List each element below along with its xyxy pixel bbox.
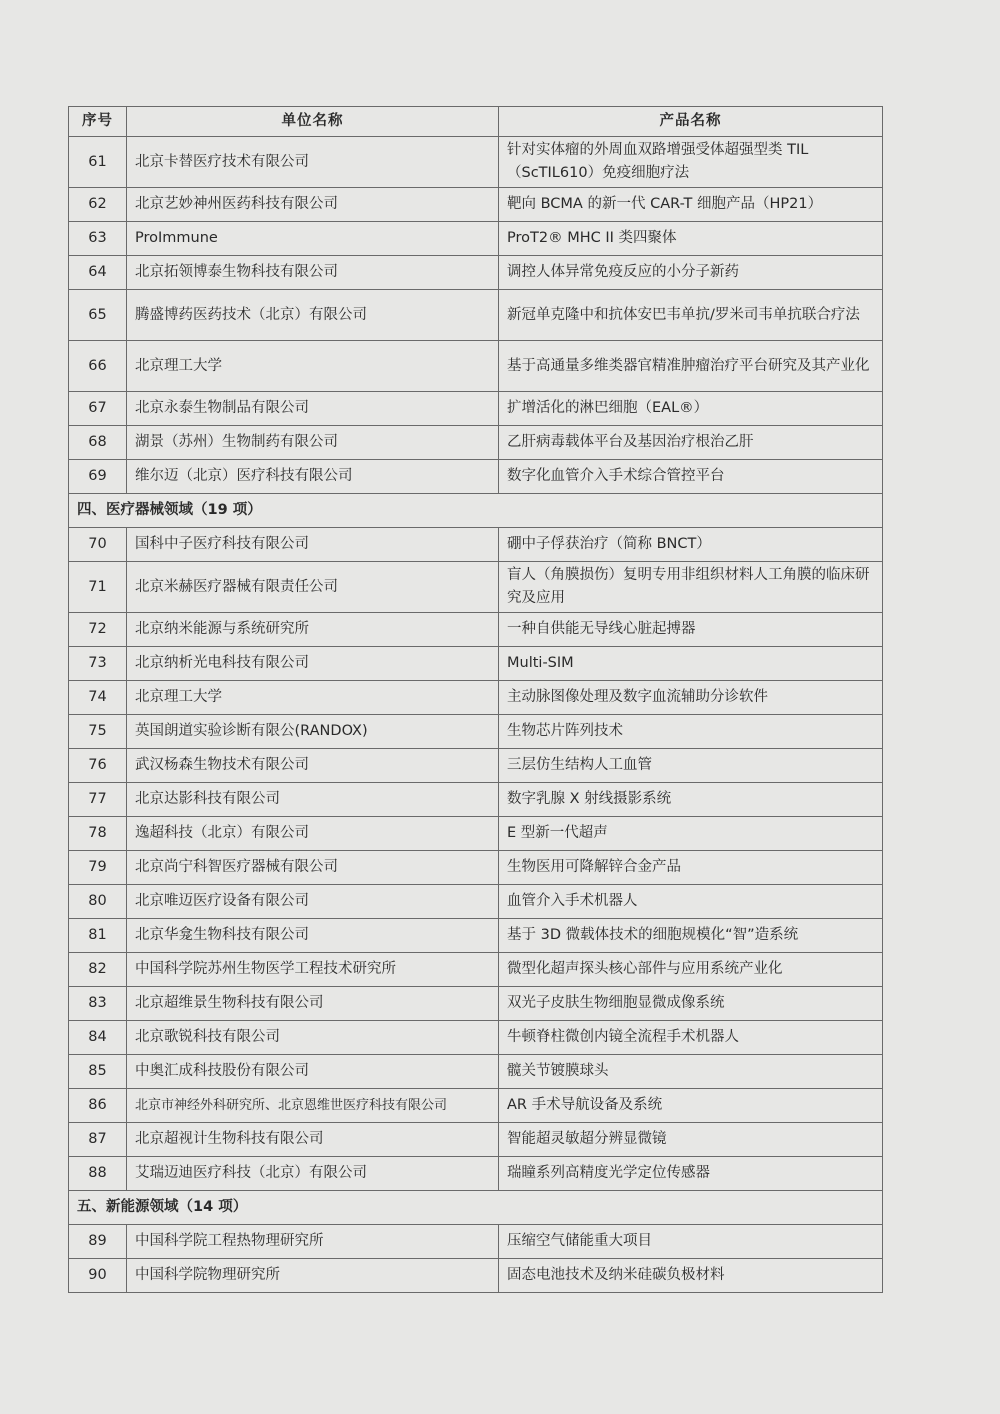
row-product-name: 新冠单克隆中和抗体安巴韦单抗/罗米司韦单抗联合疗法 <box>499 290 883 341</box>
row-product-name: 主动脉图像处理及数字血流辅助分诊软件 <box>499 681 883 715</box>
row-unit-name: 北京理工大学 <box>127 341 499 392</box>
row-unit-name: 北京市神经外科研究所、北京恩维世医疗科技有限公司 <box>127 1089 499 1123</box>
row-product-name: 基于 3D 微载体技术的细胞规模化“智”造系统 <box>499 919 883 953</box>
row-index: 73 <box>69 647 127 681</box>
table-row <box>69 953 883 987</box>
row-unit-name: 北京歌锐科技有限公司 <box>127 1021 499 1055</box>
row-index: 87 <box>69 1123 127 1157</box>
row-product-name: Multi-SIM <box>499 647 883 681</box>
table-row <box>69 290 883 341</box>
row-index: 81 <box>69 919 127 953</box>
row-unit-name: 中奥汇成科技股份有限公司 <box>127 1055 499 1089</box>
row-unit-name: 北京卡替医疗技术有限公司 <box>127 137 499 188</box>
row-index: 77 <box>69 783 127 817</box>
table-row <box>69 613 883 647</box>
row-product-name: 靶向 BCMA 的新一代 CAR-T 细胞产品（HP21） <box>499 188 883 222</box>
table-header-row <box>69 107 883 137</box>
row-unit-name: 北京唯迈医疗设备有限公司 <box>127 885 499 919</box>
row-product-name: 一种自供能无导线心脏起搏器 <box>499 613 883 647</box>
row-product-name: E 型新一代超声 <box>499 817 883 851</box>
row-product-name: 双光子皮肤生物细胞显微成像系统 <box>499 987 883 1021</box>
row-unit-name: 国科中子医疗科技有限公司 <box>127 528 499 562</box>
row-product-name: 硼中子俘获治疗（简称 BNCT） <box>499 528 883 562</box>
row-unit-name: 英国朗道实验诊断有限公(RANDOX) <box>127 715 499 749</box>
row-unit-name: 北京艺妙神州医药科技有限公司 <box>127 188 499 222</box>
row-unit-name: 中国科学院苏州生物医学工程技术研究所 <box>127 953 499 987</box>
row-unit-name: 北京纳析光电科技有限公司 <box>127 647 499 681</box>
row-unit-name: 北京华龛生物科技有限公司 <box>127 919 499 953</box>
row-product-name: 固态电池技术及纳米硅碳负极材料 <box>499 1259 883 1293</box>
row-index: 88 <box>69 1157 127 1191</box>
row-index: 86 <box>69 1089 127 1123</box>
row-index: 65 <box>69 290 127 341</box>
row-product-name: 三层仿生结构人工血管 <box>499 749 883 783</box>
row-product-name: 扩增活化的淋巴细胞（EAL®） <box>499 392 883 426</box>
row-unit-name: 北京超视计生物科技有限公司 <box>127 1123 499 1157</box>
header-index: 序号 <box>69 107 127 137</box>
row-product-name: 血管介入手术机器人 <box>499 885 883 919</box>
row-index: 67 <box>69 392 127 426</box>
row-unit-name: 北京理工大学 <box>127 681 499 715</box>
table-row <box>69 681 883 715</box>
row-unit-name: 北京达影科技有限公司 <box>127 783 499 817</box>
row-unit-name: 北京永泰生物制品有限公司 <box>127 392 499 426</box>
table-row <box>69 817 883 851</box>
header-unit: 单位名称 <box>127 107 499 137</box>
table-row <box>69 1225 883 1259</box>
row-index: 82 <box>69 953 127 987</box>
table-row <box>69 1055 883 1089</box>
row-unit-name: 维尔迈（北京）医疗科技有限公司 <box>127 460 499 494</box>
table-row <box>69 919 883 953</box>
row-product-name: 智能超灵敏超分辨显微镜 <box>499 1123 883 1157</box>
table-row <box>69 987 883 1021</box>
table-row <box>69 1259 883 1293</box>
row-index: 71 <box>69 562 127 613</box>
row-unit-name: 艾瑞迈迪医疗科技（北京）有限公司 <box>127 1157 499 1191</box>
row-index: 76 <box>69 749 127 783</box>
row-product-name: 数字乳腺 X 射线摄影系统 <box>499 783 883 817</box>
table-row <box>69 783 883 817</box>
row-index: 85 <box>69 1055 127 1089</box>
row-unit-name: 中国科学院物理研究所 <box>127 1259 499 1293</box>
row-product-name: 乙肝病毒载体平台及基因治疗根治乙肝 <box>499 426 883 460</box>
row-index: 79 <box>69 851 127 885</box>
row-unit-name: ProImmune <box>127 222 499 256</box>
section-title: 五、新能源领域（14 项） <box>69 1191 883 1225</box>
row-product-name: 盲人（角膜损伤）复明专用非组织材料人工角膜的临床研究及应用 <box>499 562 883 613</box>
row-product-name: 调控人体异常免疫反应的小分子新药 <box>499 256 883 290</box>
row-index: 80 <box>69 885 127 919</box>
row-unit-name: 北京尚宁科智医疗器械有限公司 <box>127 851 499 885</box>
table-row <box>69 851 883 885</box>
row-index: 66 <box>69 341 127 392</box>
row-unit-name: 中国科学院工程热物理研究所 <box>127 1225 499 1259</box>
row-product-name: 髋关节镀膜球头 <box>499 1055 883 1089</box>
table-row <box>69 392 883 426</box>
table-row <box>69 341 883 392</box>
row-product-name: 微型化超声探头核心部件与应用系统产业化 <box>499 953 883 987</box>
row-index: 62 <box>69 188 127 222</box>
row-unit-name: 北京拓领博泰生物科技有限公司 <box>127 256 499 290</box>
row-index: 69 <box>69 460 127 494</box>
table-body <box>69 137 883 1293</box>
row-index: 64 <box>69 256 127 290</box>
row-product-name: 生物医用可降解锌合金产品 <box>499 851 883 885</box>
row-product-name: AR 手术导航设备及系统 <box>499 1089 883 1123</box>
table-row <box>69 528 883 562</box>
table-row <box>69 137 883 188</box>
row-product-name: 基于高通量多维类器官精准肿瘤治疗平台研究及其产业化 <box>499 341 883 392</box>
row-product-name: 瑞瞳系列高精度光学定位传感器 <box>499 1157 883 1191</box>
table-row <box>69 562 883 613</box>
row-unit-name: 北京纳米能源与系统研究所 <box>127 613 499 647</box>
project-table <box>68 106 883 1293</box>
row-index: 75 <box>69 715 127 749</box>
table-row <box>69 647 883 681</box>
table-row <box>69 222 883 256</box>
table-row <box>69 1123 883 1157</box>
row-index: 70 <box>69 528 127 562</box>
table-row <box>69 1021 883 1055</box>
table-row <box>69 256 883 290</box>
row-index: 78 <box>69 817 127 851</box>
row-index: 63 <box>69 222 127 256</box>
table-row <box>69 1157 883 1191</box>
row-unit-name: 腾盛博药医药技术（北京）有限公司 <box>127 290 499 341</box>
table-row <box>69 715 883 749</box>
row-index: 74 <box>69 681 127 715</box>
row-unit-name: 逸超科技（北京）有限公司 <box>127 817 499 851</box>
row-index: 72 <box>69 613 127 647</box>
section-title: 四、医疗器械领域（19 项） <box>69 494 883 528</box>
table-row <box>69 749 883 783</box>
row-index: 61 <box>69 137 127 188</box>
row-index: 84 <box>69 1021 127 1055</box>
table-row <box>69 460 883 494</box>
section-header-row <box>69 1191 883 1225</box>
row-index: 68 <box>69 426 127 460</box>
row-unit-name: 北京超维景生物科技有限公司 <box>127 987 499 1021</box>
row-unit-name: 北京米赫医疗器械有限责任公司 <box>127 562 499 613</box>
row-index: 90 <box>69 1259 127 1293</box>
table-row <box>69 426 883 460</box>
row-index: 89 <box>69 1225 127 1259</box>
table-row <box>69 188 883 222</box>
row-unit-name: 武汉杨森生物技术有限公司 <box>127 749 499 783</box>
row-product-name: 压缩空气储能重大项目 <box>499 1225 883 1259</box>
row-product-name: 生物芯片阵列技术 <box>499 715 883 749</box>
row-product-name: 数字化血管介入手术综合管控平台 <box>499 460 883 494</box>
section-header-row <box>69 494 883 528</box>
table-row <box>69 885 883 919</box>
row-product-name: ProT2® MHC II 类四聚体 <box>499 222 883 256</box>
row-index: 83 <box>69 987 127 1021</box>
row-product-name: 针对实体瘤的外周血双路增强受体超强型类 TIL（ScTIL610）免疫细胞疗法 <box>499 137 883 188</box>
header-product: 产品名称 <box>499 107 883 137</box>
row-product-name: 牛顿脊柱微创内镜全流程手术机器人 <box>499 1021 883 1055</box>
row-unit-name: 湖景（苏州）生物制药有限公司 <box>127 426 499 460</box>
table-row <box>69 1089 883 1123</box>
